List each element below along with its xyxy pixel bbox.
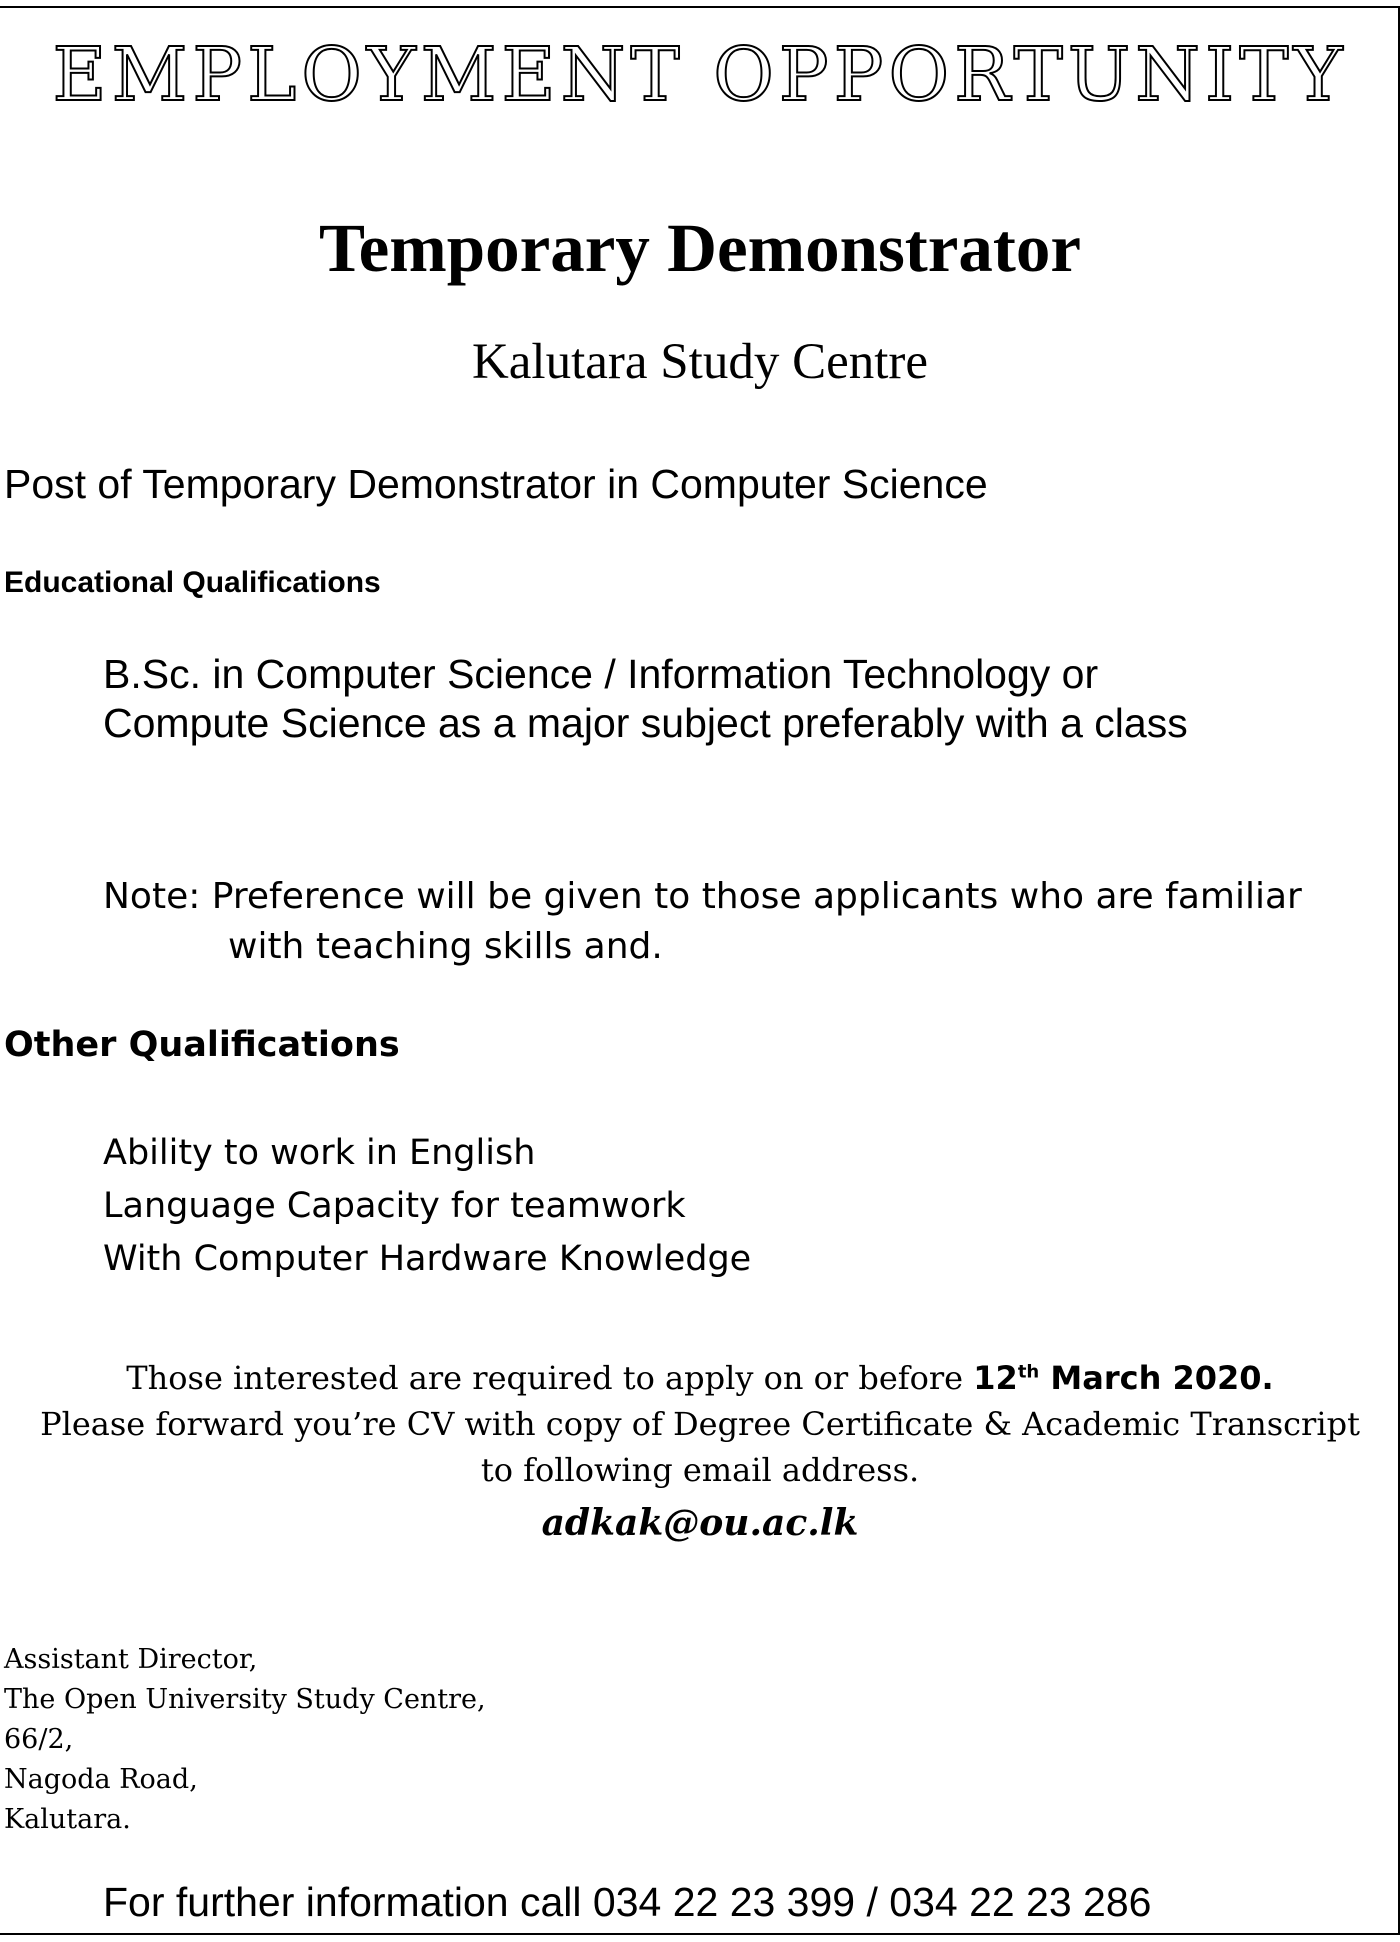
postal-address [4, 1640, 486, 1840]
deadline-day: 12 [973, 1359, 1018, 1397]
list-item: Ability to work in English [103, 1133, 536, 1173]
educational-line: B.Sc. in Computer Science / Information Technology or [103, 651, 1099, 697]
job-title: Temporary Demonstrator [318, 210, 1082, 286]
educational-line: Compute Science as a major subject preferably with a class [103, 700, 1188, 746]
address-line: 66/2, [4, 1724, 74, 1755]
study-centre-name: Kalutara Study Centre [471, 334, 929, 390]
other-qualifications-list [103, 1127, 751, 1286]
note-line: Note: Preference will be given to those applicants who are familiar [103, 876, 1302, 917]
application-instructions [0, 1355, 1400, 1493]
post-description: Post of Temporary Demonstrator in Computer Science [4, 461, 988, 507]
list-item: With Computer Hardware Knowledge [103, 1239, 752, 1279]
forward-cv-line: Please forward you’re CV with copy of Degree Certificate & Academic Transcript [40, 1405, 1360, 1443]
top-border-line [0, 6, 1400, 8]
list-item: Language Capacity for teamwork [103, 1186, 686, 1226]
other-qualifications-heading: Other Qualifications [4, 1025, 400, 1065]
address-line: Assistant Director, [4, 1644, 258, 1675]
deadline-ordinal: th [1017, 1361, 1040, 1383]
email-link[interactable]: adkak@ou.ac.lk [541, 1502, 859, 1544]
contact-email [0, 1499, 1400, 1547]
deadline-date: March 2020. [1039, 1359, 1274, 1397]
headline: EMPLOYMENT OPPORTUNITY [52, 32, 1348, 118]
educational-qualifications-text [103, 650, 1188, 748]
address-line: Nagoda Road, [4, 1764, 198, 1795]
bottom-border-line [0, 1933, 1400, 1935]
address-line: Kalutara. [4, 1804, 131, 1835]
deadline-prefix: Those interested are required to apply on or before [126, 1359, 974, 1397]
preference-note [103, 872, 1302, 972]
email-intro-line: to following email address. [480, 1451, 920, 1489]
address-line: The Open University Study Centre, [4, 1684, 486, 1715]
note-line: with teaching skills and. [228, 926, 663, 967]
deadline-line [0, 1355, 1400, 1401]
contact-phone-info: For further information call 034 22 23 399 / 034 22 23 286 [103, 1879, 1152, 1925]
educational-qualifications-heading: Educational Qualifications [4, 566, 381, 599]
